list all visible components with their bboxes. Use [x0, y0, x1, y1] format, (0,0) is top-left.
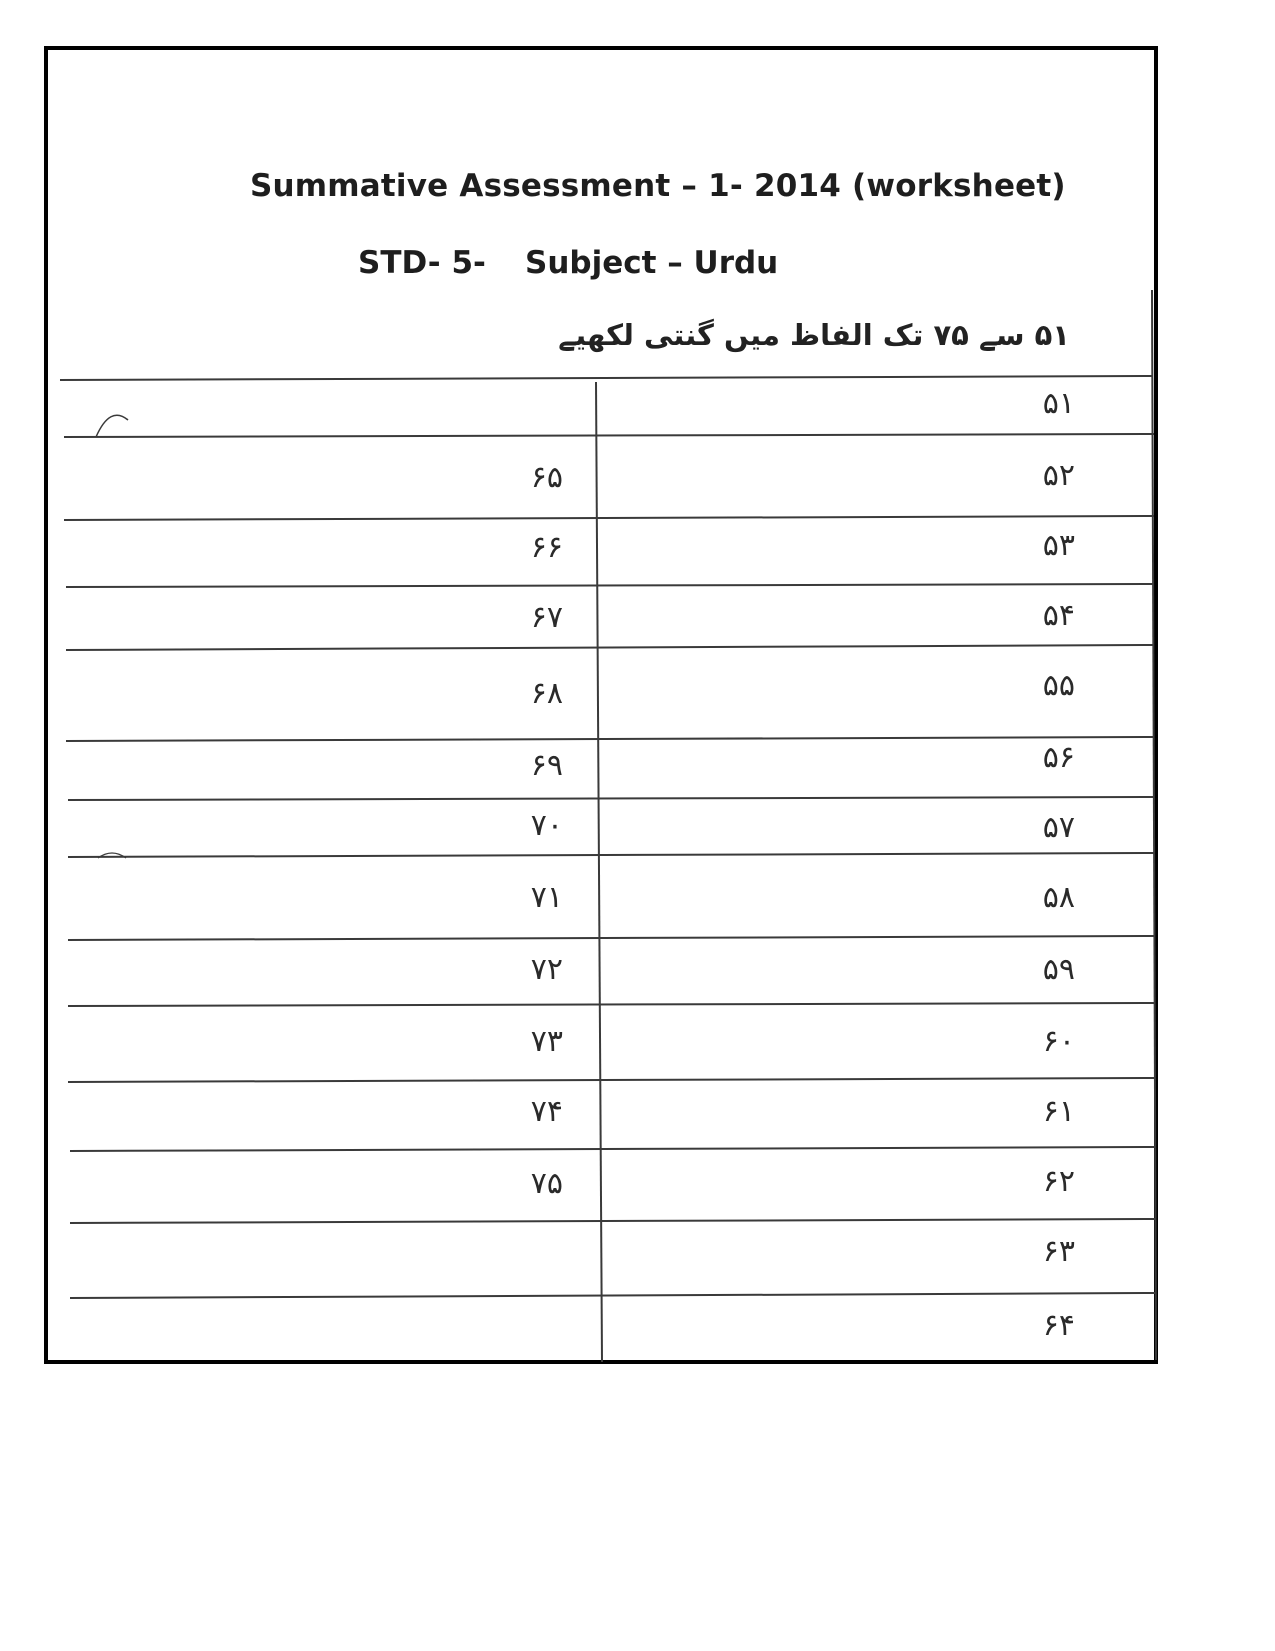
row-number-right: ۵۴: [1042, 598, 1075, 633]
row-number-right: ۶۳: [1042, 1234, 1075, 1269]
row-number-right: ۵۵: [1042, 668, 1075, 703]
row-number-left: ۶۸: [530, 676, 563, 711]
row-number-right: ۵۷: [1042, 810, 1075, 845]
row-number-right: ۶۴: [1042, 1308, 1075, 1343]
row-number-right: ۵۶: [1042, 740, 1075, 775]
row-number-left: ۶۷: [530, 600, 563, 635]
row-number-left: ۷۵: [530, 1166, 563, 1201]
row-number-left: ۷۱: [530, 880, 563, 915]
row-number-right: ۶۰: [1042, 1024, 1075, 1059]
row-number-left: ۶۹: [530, 748, 563, 783]
row-number-right: ۶۱: [1042, 1094, 1075, 1129]
row-number-left: ۶۵: [530, 460, 563, 495]
row-number-left: ۷۳: [530, 1024, 563, 1059]
row-number-right: ۵۱: [1042, 386, 1075, 421]
row-number-right: ۵۹: [1042, 952, 1075, 987]
row-number-left: ۶۶: [530, 530, 563, 565]
std-label: STD- 5-: [358, 245, 486, 281]
row-number-right: ۶۲: [1042, 1164, 1075, 1199]
worksheet-title: Summative Assessment – 1- 2014 (worksheet): [250, 168, 1066, 204]
subject-label: Subject – Urdu: [525, 245, 779, 281]
instruction-text: ۵۱ سے ۷۵ تک الفاظ میں گنتی لکھیے: [558, 318, 1070, 352]
row-number-right: ۵۸: [1042, 880, 1075, 915]
row-number-right: ۵۳: [1042, 528, 1075, 563]
row-number-left: ۷۴: [530, 1094, 563, 1129]
row-number-left: ۷۲: [530, 952, 563, 987]
row-number-right: ۵۲: [1042, 458, 1075, 493]
row-number-left: ۷۰: [530, 808, 563, 843]
